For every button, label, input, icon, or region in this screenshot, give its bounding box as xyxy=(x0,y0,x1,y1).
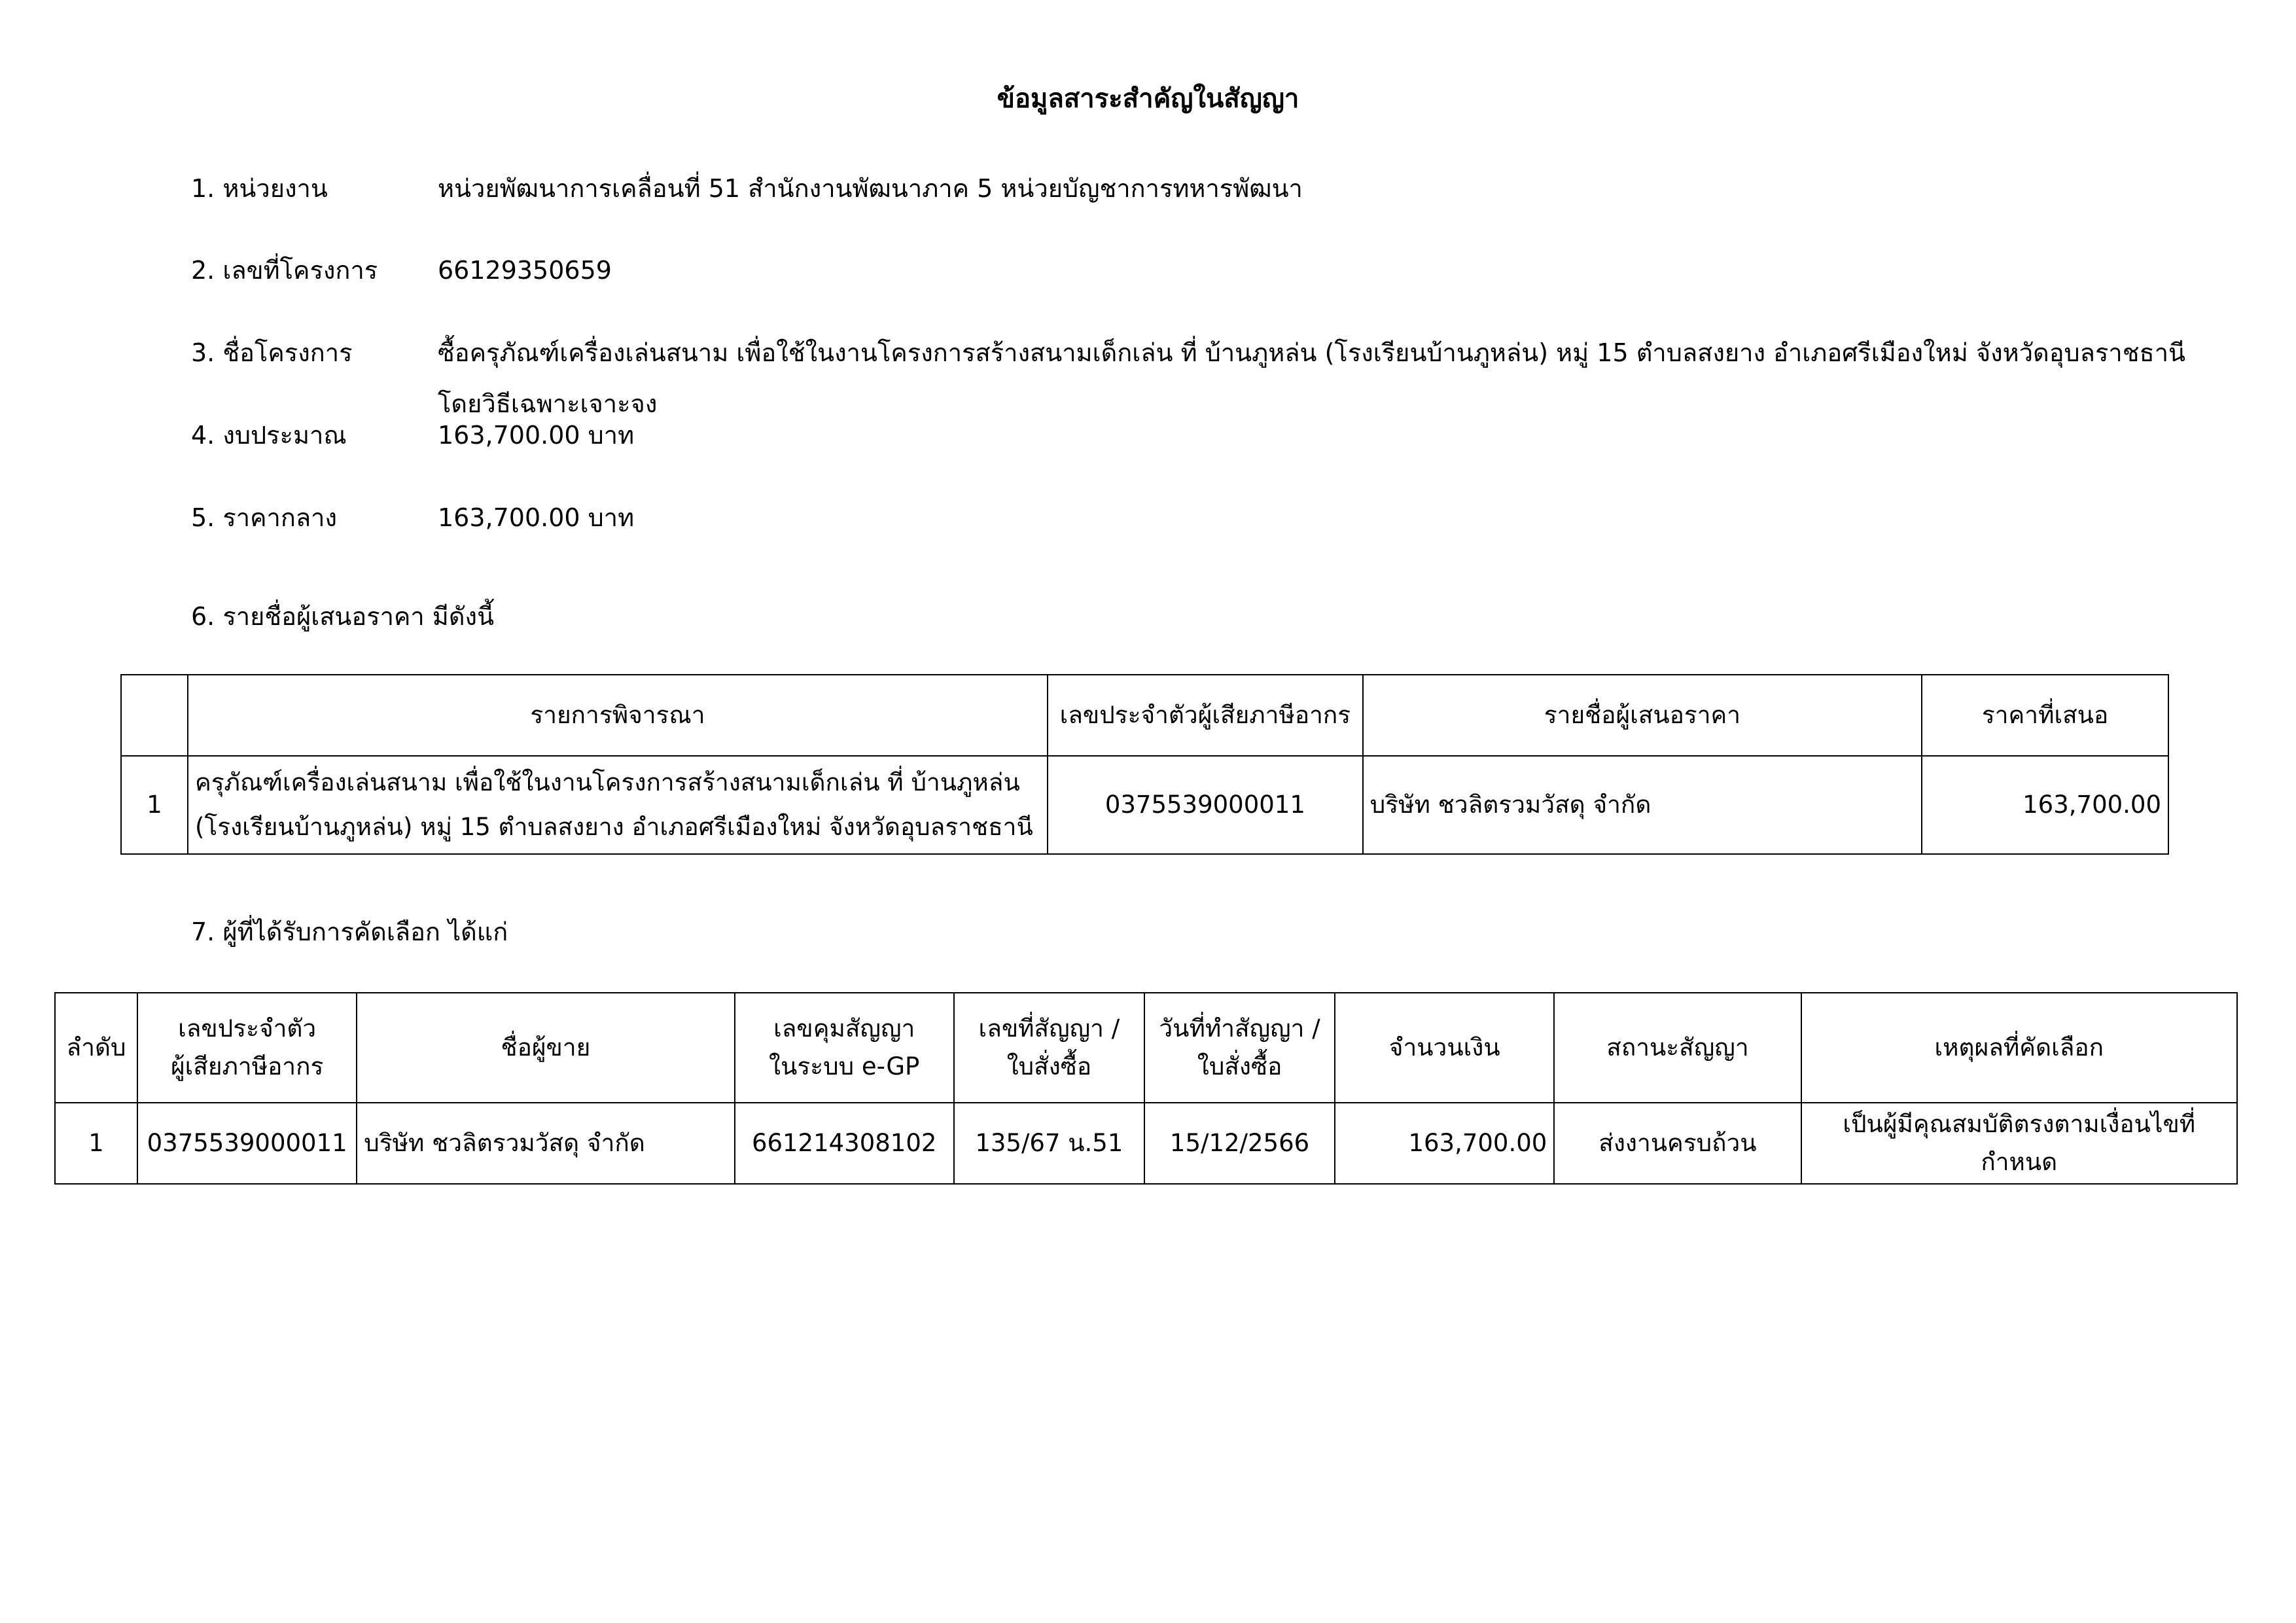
header-line: เลขประจำตัว xyxy=(178,1014,317,1043)
item-line1: ครุภัณฑ์เครื่องเล่นสนาม เพื่อใช้ในงานโครงการสร้างสนามเด็กเล่น ที่ บ้านภูหล่น xyxy=(194,768,1020,796)
selected-vendor-table xyxy=(54,992,2238,1185)
header-line: ผู้เสียภาษีอากร xyxy=(170,1052,324,1080)
tax-id: 0375539000011 xyxy=(137,1103,357,1184)
contract-number: 135/67 น.51 xyxy=(954,1103,1144,1184)
row-number: 1 xyxy=(121,756,188,854)
column-header: เหตุผลที่คัดเลือก xyxy=(1801,993,2237,1103)
contract-status: ส่งงานครบถ้วน xyxy=(1554,1103,1801,1184)
column-header: ลำดับ xyxy=(55,993,137,1103)
table-header-row xyxy=(55,993,2237,1103)
selection-reason: เป็นผู้มีคุณสมบัติตรงตามเงื่อนไขที่กำหนด xyxy=(1801,1103,2237,1184)
bidders-table xyxy=(120,674,2169,855)
table-header-row xyxy=(121,675,2168,756)
column-header xyxy=(137,993,357,1103)
field-value: ซื้อครุภัณฑ์เครื่องเล่นสนาม เพื่อใช้ในงานโครงการสร้างสนามเด็กเล่น ที่ บ้านภูหล่น (โรงเรียนบ้านภูหล่น) หมู่ 15 ตำบลสงยาง อำเภอศรีเมืองใหม่ จังหวัดอุบลราชธานี xyxy=(438,338,2186,367)
amount: 163,700.00 xyxy=(1335,1103,1554,1184)
header-line: ในระบบ e-GP xyxy=(769,1052,920,1080)
header-line: เลขที่สัญญา / xyxy=(978,1014,1120,1043)
column-header xyxy=(954,993,1144,1103)
field-value: หน่วยพัฒนาการเคลื่อนที่ 51 สำนักงานพัฒนาภาค 5 หน่วยบัญชาการทหารพัฒนา xyxy=(438,174,1303,203)
column-header xyxy=(735,993,954,1103)
header-line: ใบสั่งซื้อ xyxy=(1006,1052,1092,1080)
field-value: 163,700.00 บาท xyxy=(438,421,635,450)
column-header: จำนวนเงิน xyxy=(1335,993,1554,1103)
contract-date: 15/12/2566 xyxy=(1144,1103,1335,1184)
header-line: เลขคุมสัญญา xyxy=(773,1014,915,1043)
control-number: 661214308102 xyxy=(735,1103,954,1184)
field-value: 163,700.00 บาท xyxy=(438,503,635,532)
column-header: ชื่อผู้ขาย xyxy=(357,993,734,1103)
header-line: วันที่ทำสัญญา / xyxy=(1159,1014,1320,1043)
column-header: รายการพิจารณา xyxy=(188,675,1048,756)
seller-name: บริษัท ชวลิตรวมวัสดุ จำกัด xyxy=(357,1103,734,1184)
field-value: 66129350659 xyxy=(438,256,612,285)
field-label: 1. หน่วยงาน xyxy=(191,174,328,203)
section7-heading: 7. ผู้ที่ได้รับการคัดเลือก ได้แก่ xyxy=(191,918,508,946)
row-number: 1 xyxy=(55,1103,137,1184)
offered-price: 163,700.00 xyxy=(1922,756,2168,854)
section6-heading: 6. รายชื่อผู้เสนอราคา มีดังนี้ xyxy=(191,602,495,631)
column-header: ราคาที่เสนอ xyxy=(1922,675,2168,756)
table-row xyxy=(55,1103,2237,1184)
field-label: 5. ราคากลาง xyxy=(191,503,338,532)
field-label: 4. งบประมาณ xyxy=(191,421,347,450)
table-row xyxy=(121,756,2168,854)
item-line2: (โรงเรียนบ้านภูหล่น) หมู่ 15 ตำบลสงยาง อำเภอศรีเมืองใหม่ จังหวัดอุบลราชธานี xyxy=(194,813,1033,841)
field-label: 2. เลขที่โครงการ xyxy=(191,256,378,285)
item-description xyxy=(188,756,1048,854)
column-header: สถานะสัญญา xyxy=(1554,993,1801,1103)
header-line: ใบสั่งซื้อ xyxy=(1197,1052,1282,1080)
column-header xyxy=(121,675,188,756)
column-header: เลขประจำตัวผู้เสียภาษีอากร xyxy=(1048,675,1363,756)
page-title: ข้อมูลสาระสำคัญในสัญญา xyxy=(997,84,1299,114)
field-label: 3. ชื่อโครงการ xyxy=(191,338,353,367)
tax-id: 0375539000011 xyxy=(1048,756,1363,854)
column-header: รายชื่อผู้เสนอราคา xyxy=(1363,675,1922,756)
bidder-name: บริษัท ชวลิตรวมวัสดุ จำกัด xyxy=(1363,756,1922,854)
column-header xyxy=(1144,993,1335,1103)
field-value-line2: โดยวิธีเฉพาะเจาะจง xyxy=(438,389,658,418)
